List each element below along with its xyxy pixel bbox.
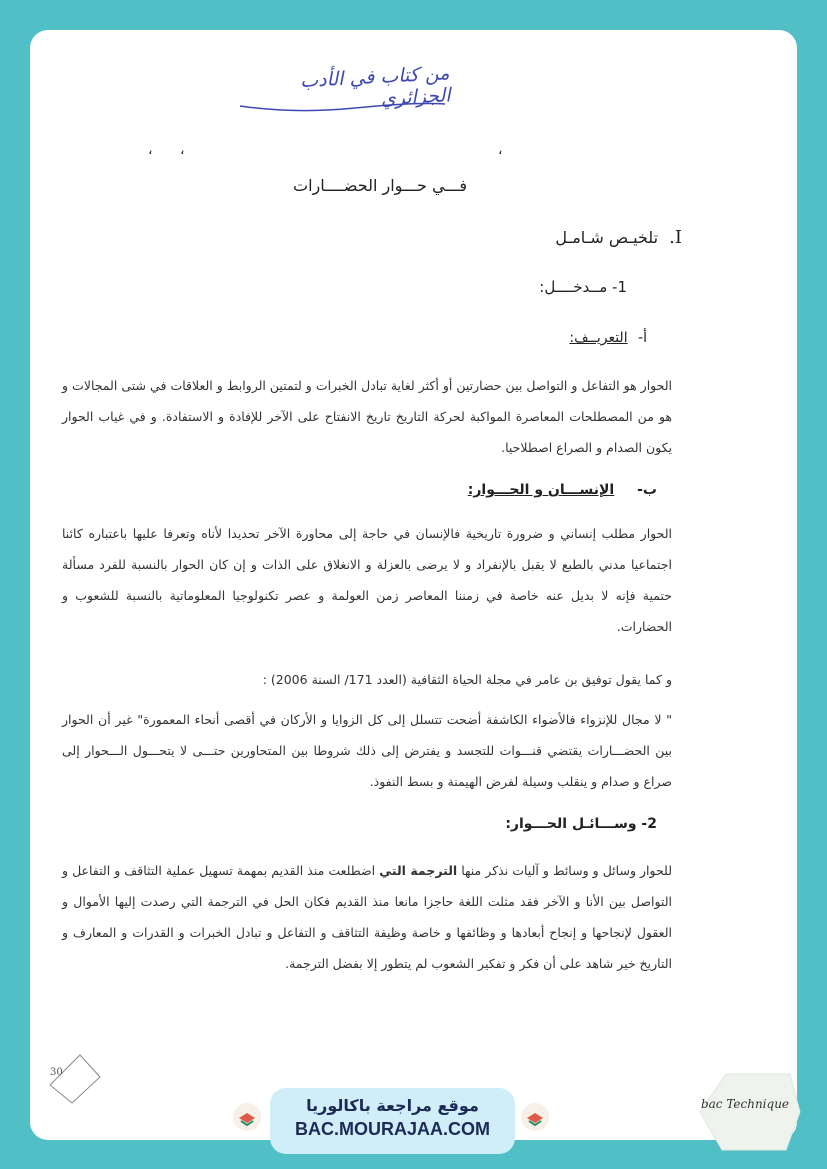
site-url[interactable]: BAC.MOURAJAA.COM: [295, 1119, 490, 1139]
section-number: I.: [669, 227, 682, 248]
paragraph-means: [62, 855, 672, 979]
subsection-heading-means: 2- وســـائـل الحـــوار:: [505, 816, 657, 832]
scan-mark: ،: [148, 142, 153, 158]
text-run: للحوار وسائل و وسائط و آليات نذكر منها: [461, 863, 673, 878]
subsection-heading-intro: 1- مــدخــــل:: [539, 278, 627, 296]
bac-technique-badge: bac Technique: [700, 1097, 790, 1111]
item-title: الإنســـان و الحـــوار:: [467, 482, 615, 498]
document-page: [30, 30, 797, 1140]
text-run: اضطلعت منذ القديم بمهمة تسهيل عملية التثاقف و التفاعل و التواصل بين الأنا و الآخر فقد مثلت اللغة حاجزا مانعا منذ القديم فكان الحل في الترجمة التي رصدت إليها الأموال و العقول لإنجاحها و إنجاح أبعادها و وظائفها و خاصة وظيفة التثاقف و التفاعل و تبادل الخبرات و القدرات و المعارف و التاريخ خير شاهد على أن فكر و تفكير الشعوب لم يتطور إلا بفضل الترجمة.: [62, 863, 672, 971]
paragraph-citation-intro: و كما يقول توفيق بن عامر في مجلة الحياة الثقافية (العدد 171/ السنة 2006) :: [262, 672, 672, 687]
scan-mark: ،: [498, 142, 503, 158]
section-heading: [555, 227, 682, 248]
site-name-arabic: موقع مراجعة باكالوريا: [306, 1096, 479, 1115]
section-title: تلخيـص شـامـل: [555, 228, 659, 247]
item-letter: أ-: [638, 330, 647, 346]
site-banner[interactable]: [270, 1088, 515, 1154]
site-logo-icon: [520, 1102, 550, 1132]
paragraph-quote: " لا مجال للإنزواء فالأضواء الكاشفة أضحت تتسلل إلى كل الزوايا و الأركان في أقصى أنحاء المعمورة" غير أن الحوار بين الحضـــارات يقتضي قنـــوات للتجسد و يفترض إلى ذلك شروطا بين المتحاورين حتـــى لا يتحـــول الـــحوار إلى صراع و صدام و ينقلب وسيلة لفرض الهيمنة و بسط النفوذ.: [62, 712, 672, 789]
item-title: التعريــف:: [569, 330, 628, 346]
site-logo-icon: [232, 1102, 262, 1132]
paragraph-human-dialogue: الحوار مطلب إنساني و ضرورة تاريخية فالإنسان في حاجة إلى محاورة الآخر تحديدا لأناه وتعرفا عليها باعتباره كائنا اجتماعيا مدني بالطبع لا يقبل بالإنفراد و لا يرضى بالعزلة و الانغلاق على الذات و إن كان الحوار بالنسبة للفرد مسألة حتمية فإنه لا بديل عنه خاصة في زمننا المعاصر زمن العولمة و عصر تكنولوجيا المعلوماتية بالنسبة للشعوب و الحضارات.: [62, 526, 672, 634]
scan-mark: ،: [180, 142, 185, 158]
handwritten-note: من كتاب في الأدب الجزائري: [299, 62, 452, 110]
bold-term: الترجمة التي: [379, 863, 458, 878]
bac-technique-badge-shape: [686, 1068, 804, 1156]
subsection-heading-human-dialogue: [468, 482, 657, 498]
document-title: فـــي حـــوار الحضــــارات: [293, 176, 467, 195]
page-number: 30: [50, 1067, 63, 1078]
subsection-heading-definition: [569, 330, 647, 346]
paragraph-definition: الحوار هو التفاعل و التواصل بين حضارتين أو أكثر لغاية تبادل الخبرات و لتمتين الروابط و العلاقات في شتى المجالات و هو من المصطلحات المعاصرة المواكبة لحركة التاريخ تاريخ الانفتاح على الآخر للإفادة و الاستفادة. و في غياب الحوار يكون الصدام و الصراع اصطلاحيا.: [62, 378, 672, 455]
item-letter: ب-: [637, 482, 657, 498]
handwritten-underline: [235, 100, 450, 116]
